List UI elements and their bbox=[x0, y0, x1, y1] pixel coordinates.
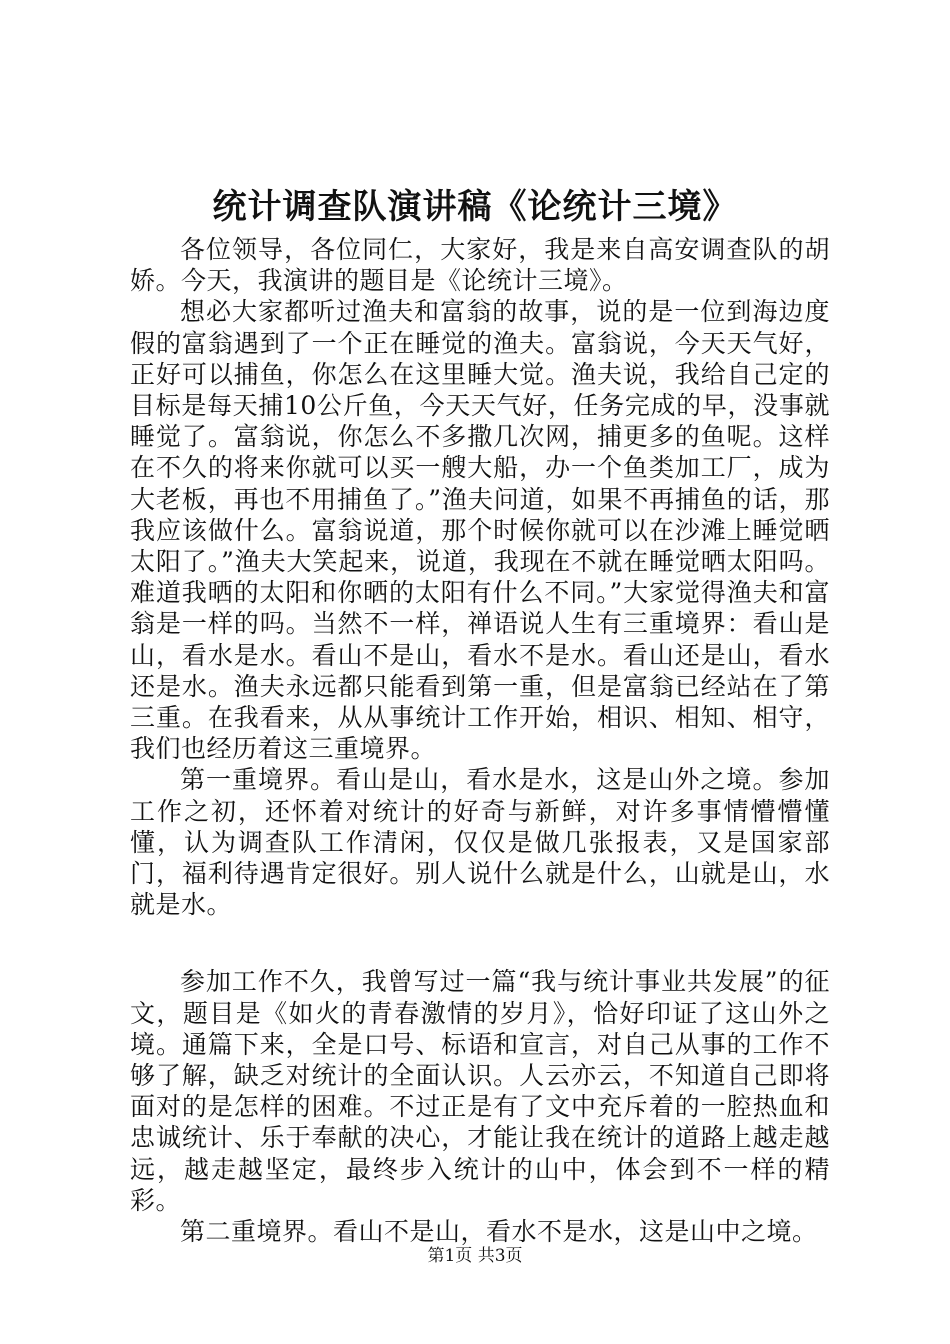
paragraph-essay: 参加工作不久，我曾写过一篇“我与统计事业共发展”的征文，题目是《如火的青春激情的岁月》，恰好印证了这山外之境。通篇下来，全是口号、标语和宣言，对自己从事的工作不够了解，缺乏对统计的全面认识。人云亦云，不知道自己即将面对的是怎样的困难。不过正是有了文中充斥着的一腔热血和忠诚统计、乐于奉献的决心，才能让我在统计的道路上越走越远，越走越坚定，最终步入统计的山中，体会到不一样的精彩。 bbox=[130, 967, 830, 1215]
paragraph-second-realm: 第二重境界。看山不是山，看水不是水，这是山中之境。 bbox=[180, 1217, 818, 1247]
page-number-footer: 第1页 共3页 bbox=[427, 1246, 523, 1266]
document-body bbox=[130, 234, 830, 1247]
paragraph-spacer bbox=[130, 920, 830, 966]
paragraph-fisherman-story: 想必大家都听过渔夫和富翁的故事，说的是一位到海边度假的富翁遇到了一个正在睡觉的渔夫。富翁说，今天天气好，正好可以捕鱼，你怎么在这里睡大觉。渔夫说，我给自己定的目标是每天捕10公斤鱼，今天天气好，任务完成的早，没事就睡觉了。富翁说，你怎么不多撒几次网，捕更多的鱼呢。这样在不久的将来你就可以买一艘大船，办一个鱼类加工厂，成为大老板，再也不用捕鱼了。”渔夫问道，如果不再捕鱼的话，那我应该做什么。富翁说道，那个时候你就可以在沙滩上睡觉晒太阳了。”渔夫大笑起来，说道，我现在不就在睡觉晒太阳吗。难道我晒的太阳和你晒的太阳有什么不同。”大家觉得渔夫和富翁是一样的吗。当然不一样，禅语说人生有三重境界：看山是山，看水是水。看山不是山，看水不是水。看山还是山，看水还是水。渔夫永远都只能看到第一重，但是富翁已经站在了第三重。在我看来，从从事统计工作开始，相识、相知、相守，我们也经历着这三重境界。 bbox=[130, 297, 830, 764]
paragraph-greeting: 各位领导，各位同仁，大家好，我是来自高安调查队的胡娇。今天，我演讲的题目是《论统计三境》。 bbox=[130, 235, 830, 296]
paragraph-first-realm: 第一重境界。看山是山，看水是水，这是山外之境。参加工作之初，还怀着对统计的好奇与新鲜，对许多事情懵懵懂懂，认为调查队工作清闲，仅仅是做几张报表，又是国家部门，福利待遇肯定很好。别人说什么就是什么，山就是山，水就是水。 bbox=[130, 765, 830, 920]
document-title: 统计调查队演讲稿《论统计三境》 bbox=[212, 187, 738, 227]
